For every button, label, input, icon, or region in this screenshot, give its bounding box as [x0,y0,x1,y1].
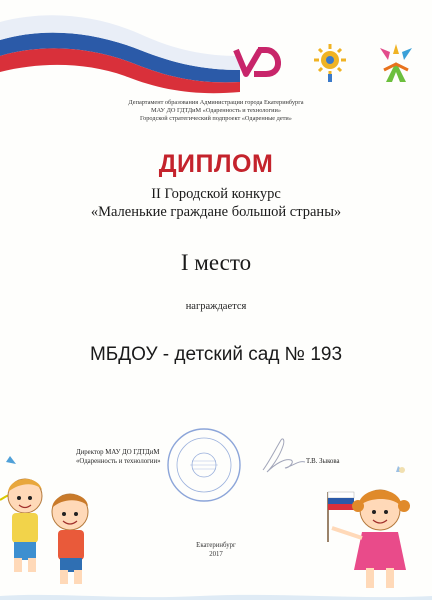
signature-name: Т.В. Зыкова [306,458,340,465]
bottom-decoration-strip [0,592,432,600]
recipient-name: МБДОУ - детский сад № 193 [89,344,343,365]
signature-position-line1: Директор МАУ ДО ГДТДиМ [76,449,160,456]
director-signature-icon [255,432,315,477]
signature-position-line2: «Одаренность и технологии» [76,457,161,465]
star-figure-logo-icon [380,44,412,82]
official-stamp-icon [164,425,244,505]
russian-flag-swoosh [0,0,240,100]
ud-logo-icon [236,50,278,74]
diploma-title: ДИПЛОМ [158,150,274,178]
organization-logos [232,40,422,86]
header-institution: МАУ ДО ГДТДиМ «Одаренность и технологии» [150,107,282,114]
place-award: I место [180,250,252,275]
awarded-label: награждается [185,301,247,312]
contest-name: «Маленькие граждане большой страны» [90,204,342,220]
sun-tree-logo-icon [314,44,346,82]
footer-city: Екатеринбург [196,542,236,549]
girl-with-flag-illustration [318,458,430,598]
children-illustration-left [0,450,110,590]
header-department: Департамент образования Администрации города Екатеринбурга [128,99,304,106]
header-subproject: Городской стратегический подпроект «Одаренные дети» [140,115,292,122]
footer-year: 2017 [209,551,223,558]
contest-number: II Городской конкурс [151,186,281,202]
